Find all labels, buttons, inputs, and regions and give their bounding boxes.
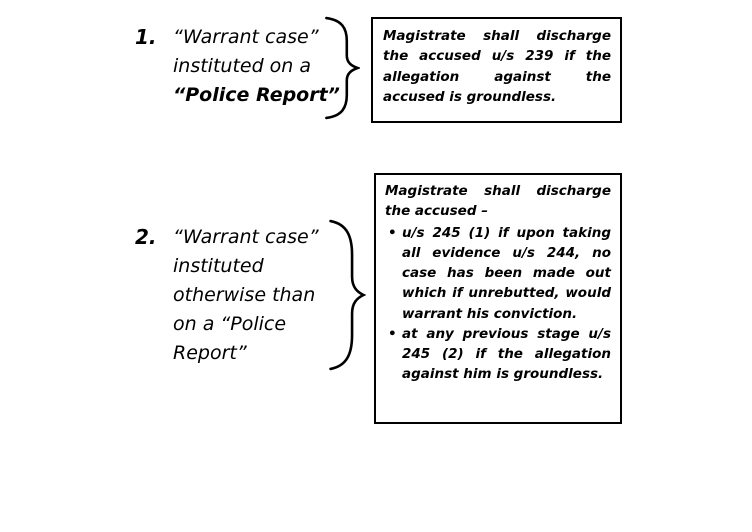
right-brace-icon [324, 16, 360, 120]
box2-intro: Magistrate shall discharge the accused – [385, 183, 611, 220]
box1-text: Magistrate shall discharge the accused u/s 239 if the allegation against the accused is groundless. [383, 28, 611, 105]
item2-line-1: “Warrant case” [173, 226, 319, 248]
right-brace-icon [328, 218, 366, 372]
bullet-text: at any previous stage u/s 245 (2) if the allegation against him is groundless. [402, 325, 611, 383]
item2-line-2: instituted [173, 255, 264, 277]
item1-number: 1. [135, 25, 157, 49]
bullet-icon: • [388, 224, 397, 241]
definition-box-1 [371, 17, 622, 123]
item2-line-4: on a “Police [173, 313, 287, 335]
item1-line-1: “Warrant case” [173, 26, 319, 48]
bullet-item [385, 223, 611, 324]
item1-line-2: instituted on a [173, 55, 312, 77]
item2-number: 2. [135, 225, 157, 249]
item2-line-3: otherwise than [173, 284, 316, 306]
bullet-text: u/s 245 (1) if upon taking all evidence u/s 244, no case has been made out which if unrebutted, would warrant his conviction. [402, 224, 611, 322]
item1-line-3-bold: “Police Report” [173, 84, 340, 106]
item2-line-5: Report” [173, 342, 247, 364]
definition-box-2 [374, 173, 622, 424]
bullet-icon: • [388, 325, 397, 342]
bullet-item [385, 324, 611, 385]
